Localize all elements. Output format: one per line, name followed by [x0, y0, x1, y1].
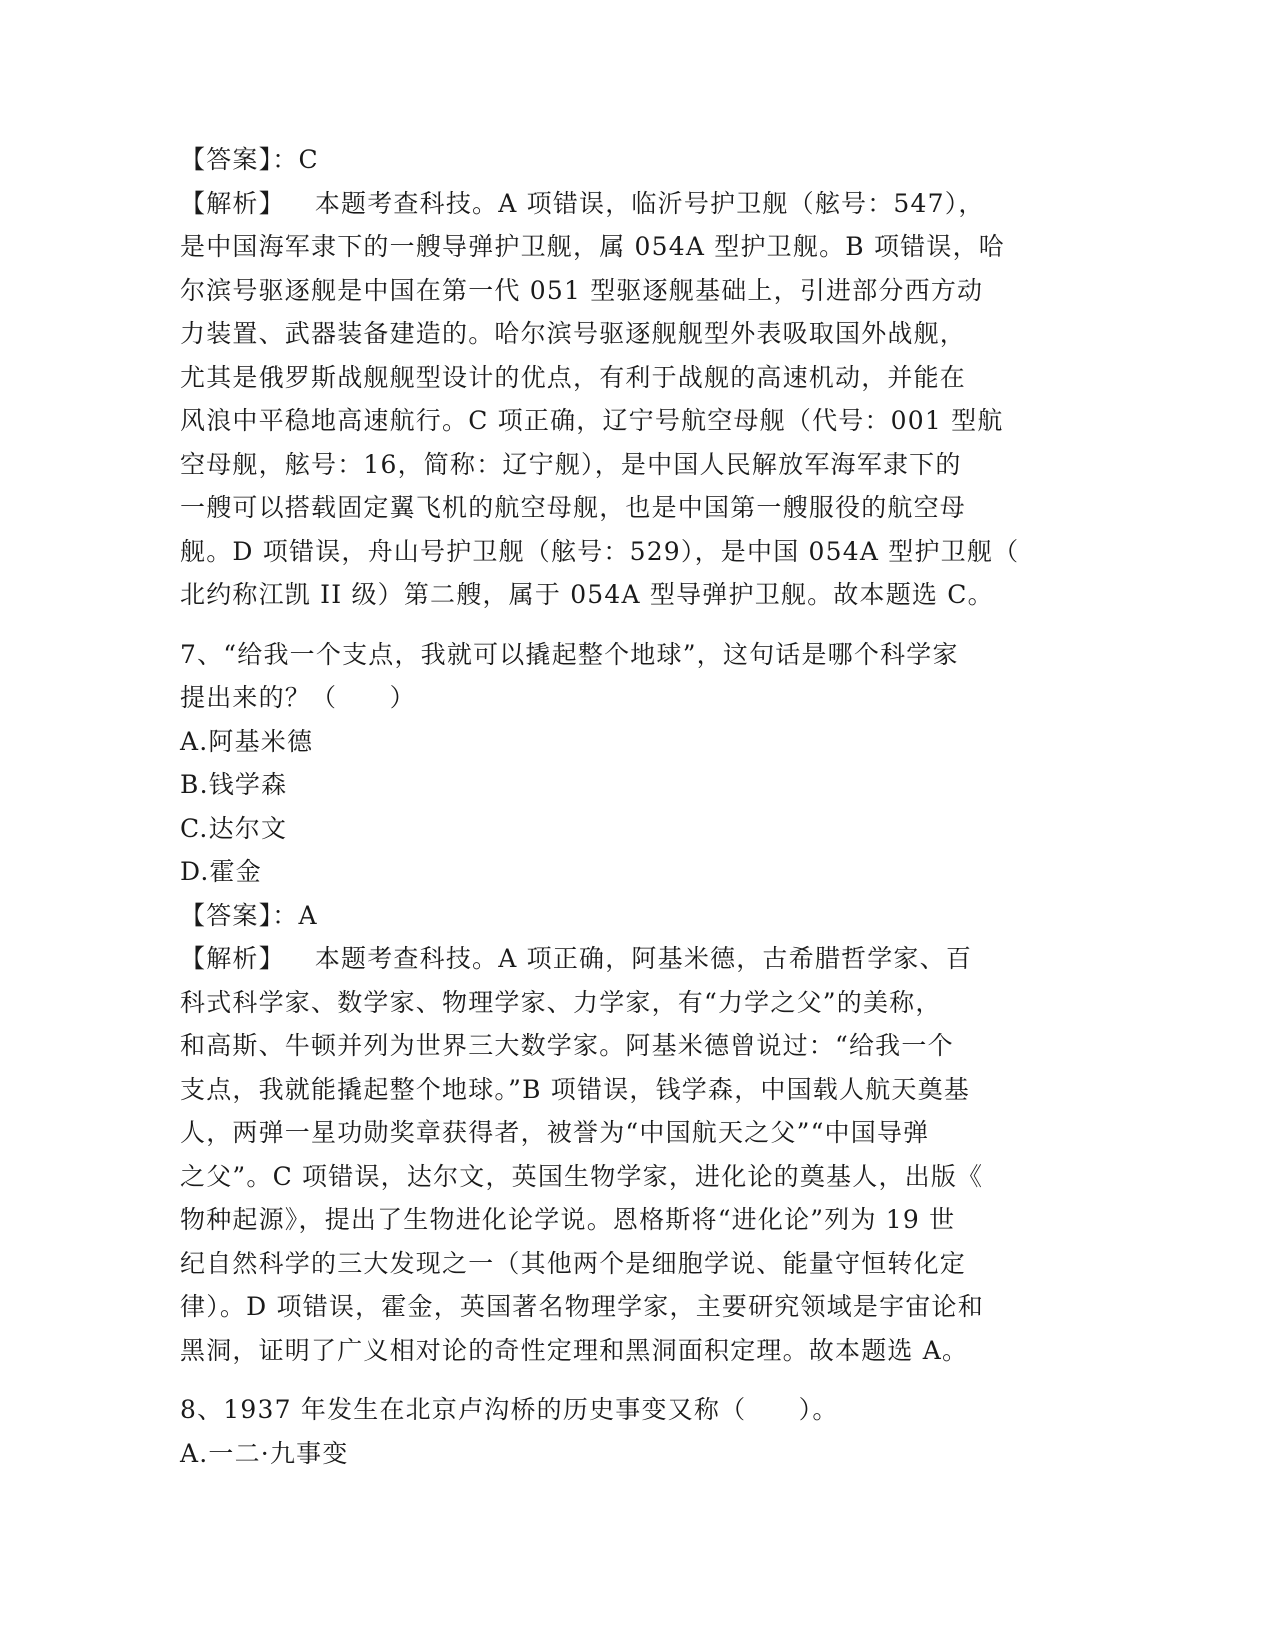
document-page — [180, 138, 1090, 1475]
q8-question-line: 8、1937 年发生在北京卢沟桥的历史事变又称（ ）。 — [180, 1395, 839, 1424]
q7-option-d: D.霍金 — [180, 857, 262, 886]
q6-analysis-line: 一艘可以搭载固定翼飞机的航空母舰，也是中国第一艘服役的航空母 — [180, 493, 967, 522]
q7-question-line: 7、“给我一个支点，我就可以撬起整个地球”，这句话是哪个科学家 — [180, 639, 959, 669]
q7-option-b: B.钱学森 — [180, 770, 288, 799]
q6-analysis-line: 风浪中平稳地高速航行。C 项正确，辽宁号航空母舰（代号：001 型航 — [180, 406, 1004, 435]
q6-analysis-line: 舰。D 项错误，舟山号护卫舰（舷号：529），是中国 054A 型护卫舰（ — [180, 536, 1020, 566]
q7-analysis-line — [180, 937, 1090, 981]
q8-option-a: A.一二·九事变 — [180, 1438, 349, 1468]
analysis-text: 本题考查科技。A 项正确，阿基米德，古希腊哲学家、百 — [314, 944, 973, 973]
q7-analysis-line: 之父”。C 项错误，达尔文，英国生物学家，进化论的奠基人，出版《 — [180, 1161, 984, 1191]
q7-analysis-line: 和高斯、牛顿并列为世界三大数学家。阿基米德曾说过：“给我一个 — [180, 1031, 954, 1060]
q7-answer — [180, 894, 1090, 938]
q7-option-c: C.达尔文 — [180, 813, 288, 843]
q7-option-a: A.阿基米德 — [180, 726, 314, 756]
q6-analysis-line — [180, 182, 1090, 226]
answer-value: C — [298, 145, 319, 174]
q6-analysis-line: 北约称江凯 II 级）第二艘，属于 054A 型导弹护卫舰。故本题选 C。 — [180, 580, 994, 609]
q7-analysis-line: 物种起源》，提出了生物进化论学说。恩格斯将“进化论”列为 19 世 — [180, 1205, 956, 1234]
q7-analysis-line: 人，两弹一星功勋奖章获得者，被誉为“中国航天之父”“中国导弹 — [180, 1118, 930, 1147]
q7-analysis-line: 黑洞，证明了广义相对论的奇性定理和黑洞面积定理。故本题选 A。 — [180, 1335, 969, 1365]
q7-question-line: 提出来的？（ ） — [180, 683, 416, 712]
q7-analysis-line: 律）。D 项错误，霍金，英国著名物理学家，主要研究领域是宇宙论和 — [180, 1292, 984, 1321]
q7-analysis-line: 科式科学家、数学家、物理学家、力学家，有“力学之父”的美称， — [180, 987, 942, 1017]
answer-label: 【答案】： — [180, 145, 299, 174]
analysis-text: 本题考查科技。A 项错误，临沂号护卫舰（舷号：547）， — [314, 188, 985, 218]
q6-answer — [180, 138, 1090, 182]
q6-analysis-line: 尔滨号驱逐舰是中国在第一代 051 型驱逐舰基础上，引进部分西方动 — [180, 275, 984, 305]
answer-value: A — [298, 900, 318, 930]
q6-analysis-line: 力装置、武器装备建造的。哈尔滨号驱逐舰舰型外表吸取国外战舰， — [180, 319, 967, 348]
analysis-label: 【解析】 — [180, 188, 285, 218]
answer-label: 【答案】： — [180, 900, 299, 930]
q7-analysis-line: 纪自然科学的三大发现之一（其他两个是细胞学说、能量守恒转化定 — [180, 1248, 967, 1278]
analysis-label: 【解析】 — [180, 944, 285, 973]
q6-analysis-line: 是中国海军隶下的一艘导弹护卫舰，属 054A 型护卫舰。B 项错误，哈 — [180, 232, 1005, 261]
q6-analysis-line: 空母舰，舷号：16，简称：辽宁舰），是中国人民解放军海军隶下的 — [180, 449, 962, 479]
q7-analysis-line: 支点，我就能撬起整个地球。”B 项错误，钱学森，中国载人航天奠基 — [180, 1074, 971, 1104]
q6-analysis-line: 尤其是俄罗斯战舰舰型设计的优点，有利于战舰的高速机动，并能在 — [180, 362, 967, 392]
